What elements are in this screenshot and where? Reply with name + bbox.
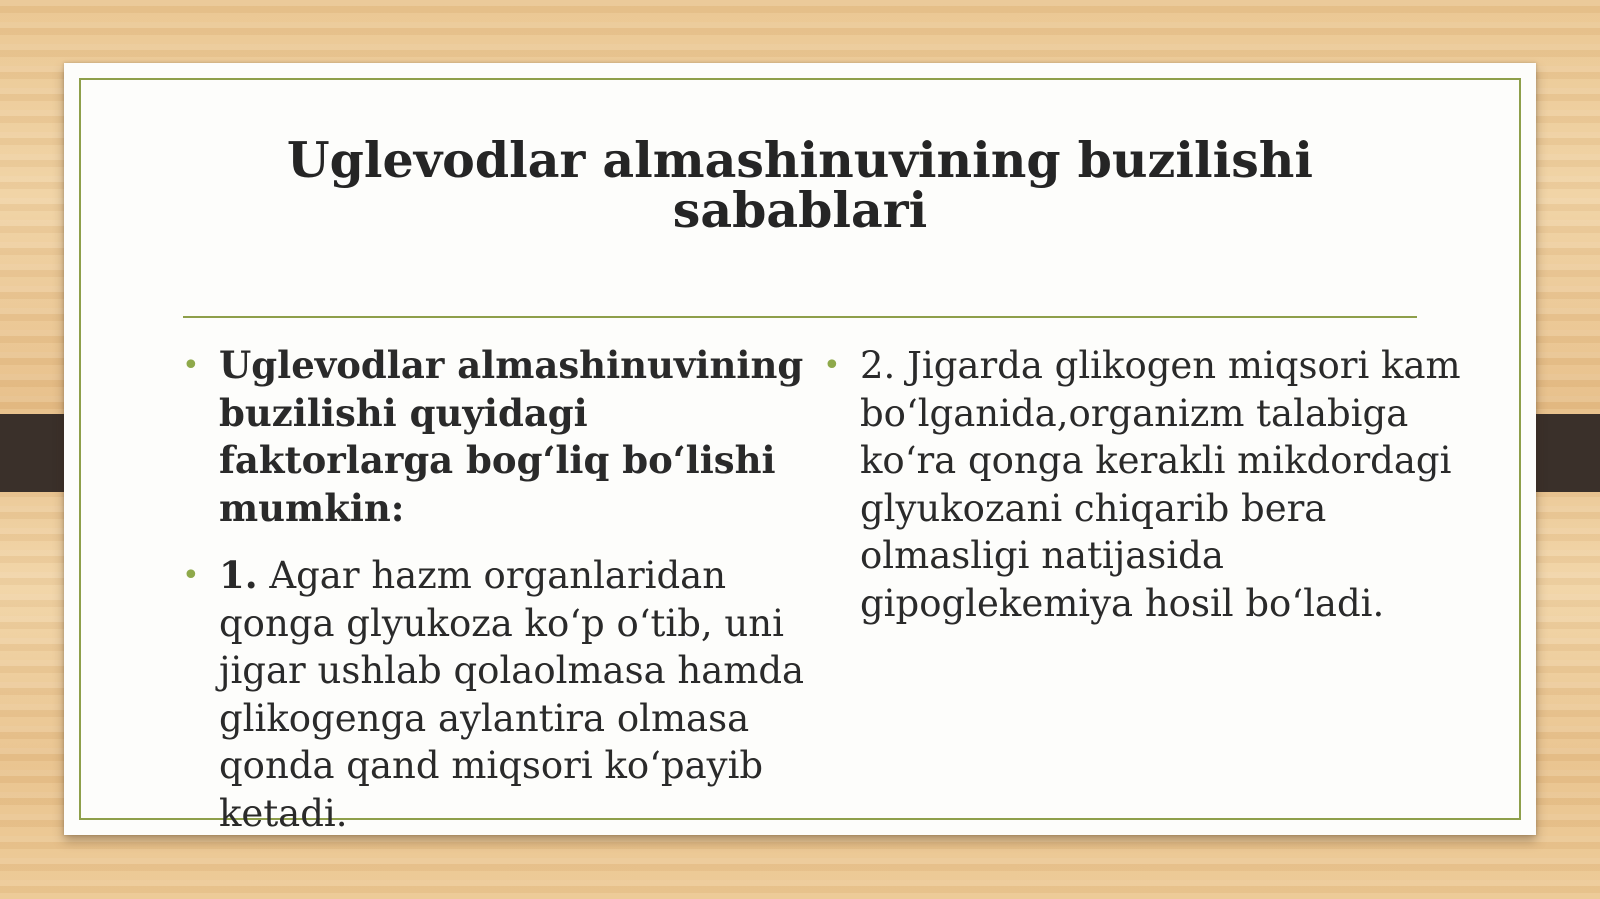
- item-number: 1.: [219, 553, 258, 597]
- list-item: [182, 552, 819, 837]
- bullet-icon: •: [182, 348, 200, 383]
- right-column: [823, 342, 1480, 647]
- slide-title: Uglevodlar almashinuvining buzilishi sabablari: [286, 131, 1314, 239]
- bullet-text: Agar hazm organlaridan qonga glyukoza ko‘p o‘tib, uni jigar ushlab qolaolmasa hamda glikogenga aylantira olmasa qonda qand miqsori ko‘payib ketadi.: [219, 554, 805, 835]
- slide-card: [64, 63, 1536, 835]
- bullet-text: 2. Jigarda glikogen miqsori kam bo‘lganida,organizm talabiga ko‘ra qonga kerakli mikdordagi glyukozani chiqarib bera olmasligi natijasida gipoglekemiya hosil bo‘ladi.: [860, 344, 1461, 625]
- bullet-icon: •: [823, 348, 841, 383]
- bullet-text: Uglevodlar almashinuvining buzilishi quyidagi faktorlarga bog‘liq bo‘lishi mumkin:: [219, 343, 804, 530]
- left-column: [182, 342, 819, 857]
- list-item: [823, 342, 1480, 627]
- bullet-icon: •: [182, 558, 200, 593]
- title-divider: [183, 316, 1417, 318]
- list-item: [182, 342, 819, 532]
